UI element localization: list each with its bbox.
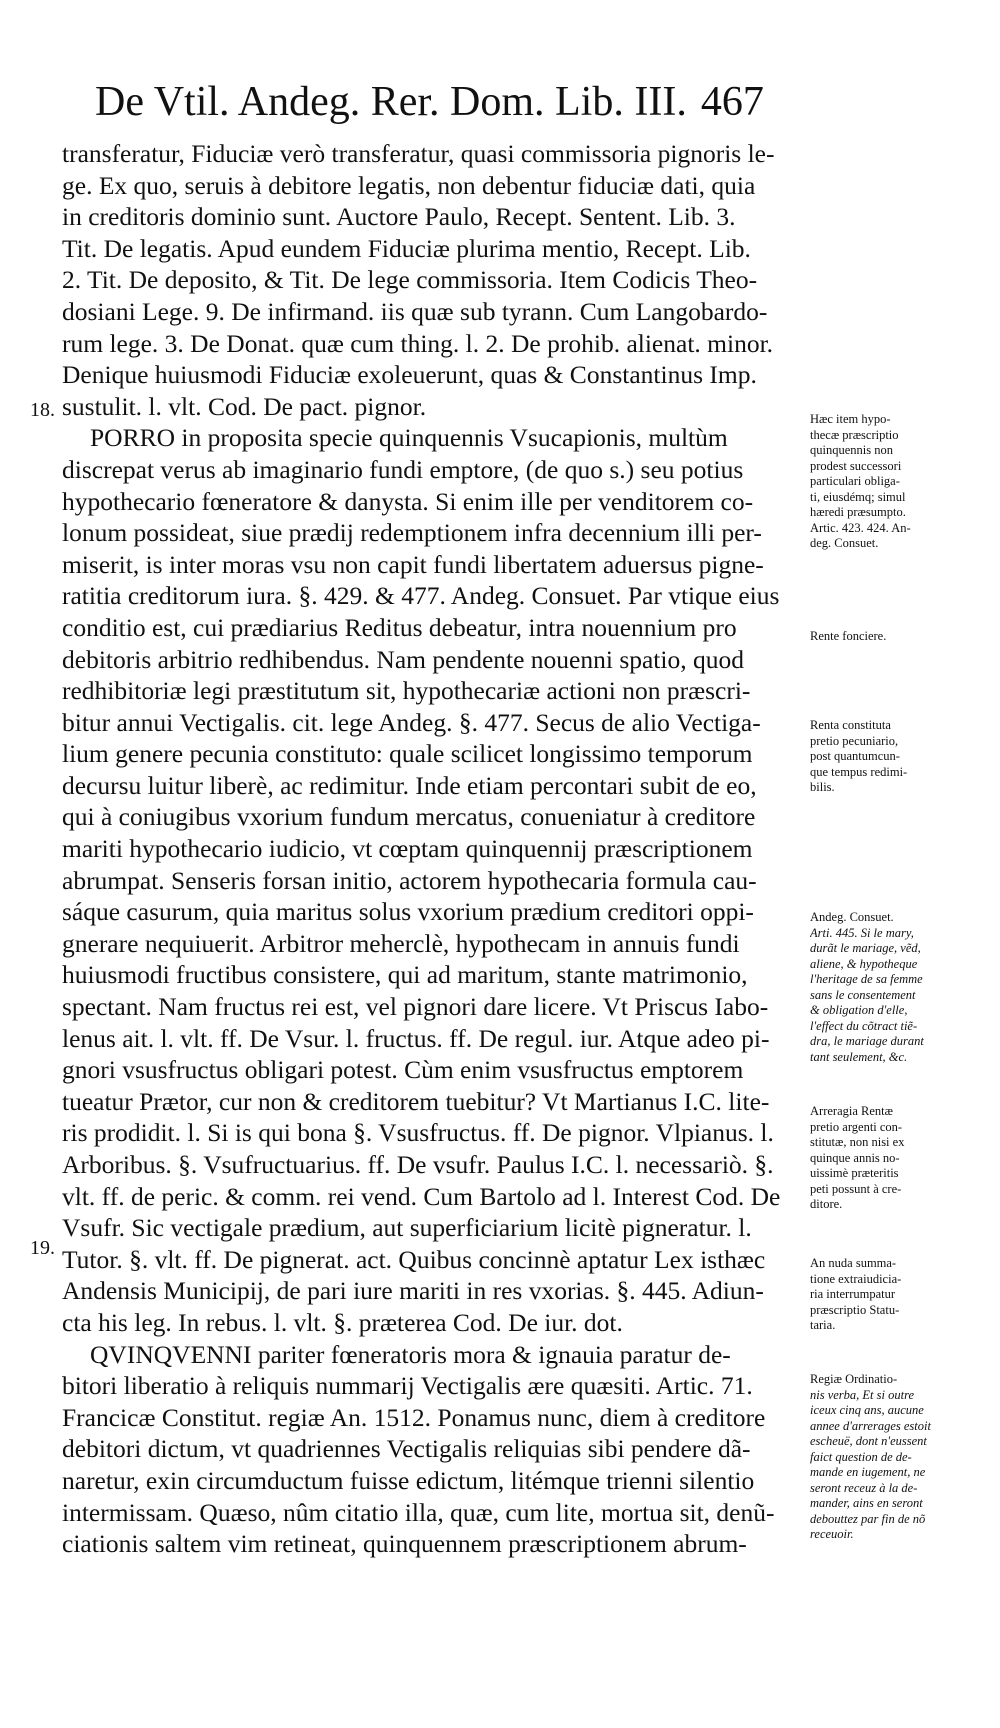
margin-note-line: l'heritage de sa femme [810, 972, 923, 986]
margin-note-line: & obligation d'elle, [810, 1003, 908, 1017]
margin-note-line: pretio pecuniario, [810, 733, 899, 748]
margin-note-line: que tempus redimi- [810, 764, 908, 779]
text-line: transferatur, Fiduciæ verò transferatur, quasi commissoria pignoris le- [62, 139, 775, 168]
margin-note-line: dra, le mariage durant [810, 1034, 924, 1048]
text-line: dosiani Lege. 9. De infirmand. iis quæ sub tyrann. Cum Langobardo- [62, 296, 768, 326]
text-line: Arboribus. §. Vsufructuarius. ff. De vsufr. Paulus I.C. l. necessariò. §. [62, 1150, 774, 1179]
text-line: ris prodidit. l. Si is qui bona §. Vsusfructus. ff. De pignor. Vlpianus. l. [62, 1118, 774, 1148]
margin-note-line: ditore. [810, 1197, 843, 1211]
text-line: Tutor. §. vlt. ff. De pignerat. act. Quibus concinnè aptatur Lex isthæc [62, 1244, 766, 1274]
text-line: lonum possideat, siue prædij redemptionem infra decennium illi per- [62, 518, 762, 548]
margin-note-line: Arti. 445. Si le mary, [810, 925, 914, 940]
margin-note-line: An nuda summa- [810, 1256, 897, 1270]
margin-note-line: Renta constituta [810, 718, 891, 732]
text-line: mariti hypothecario iudicio, vt cœptam quinquennij præscriptionem [62, 834, 753, 864]
header-title: De Vtil. Andeg. Rer. Dom. Lib. III. [95, 79, 687, 125]
text-line: spectant. Nam fructus rei est, vel pignori dare licere. Vt Priscus Iabo- [62, 992, 769, 1022]
text-line: miserit, is inter moras vsu non capit fundi libertatem aduersus pigne- [62, 549, 764, 579]
margin-note-line: annee d'arrerages estoit [810, 1418, 931, 1433]
margin-note-line: particulari obliga- [810, 474, 900, 488]
text-line: ratitia creditorum iura. §. 429. & 477. Andeg. Consuet. Par vtique eius [62, 581, 780, 611]
text-line: 2. Tit. De deposito, & Tit. De lege commissoria. Item Codicis Theo- [62, 265, 758, 295]
section-number-19: 19. [30, 1237, 55, 1259]
text-line: Francicæ Constitut. regiæ An. 1512. Ponamus nunc, diem à creditore [62, 1402, 766, 1432]
margin-note-line: mander, ains en seront [810, 1496, 923, 1510]
text-line: discrepat verus ab imaginario fundi emptore, (de quo s.) seu potius [62, 454, 744, 484]
main-text [62, 138, 802, 1560]
margin-note-line: thecæ præscriptio [810, 427, 899, 442]
text-line: conditio est, cui prædiarius Reditus debeatur, intra nouennium pro [62, 612, 737, 642]
text-line: bitur annui Vectigalis. cit. lege Andeg. §. 477. Secus de alio Vectiga- [62, 707, 761, 737]
margin-note-andeg-consuet [810, 910, 990, 1065]
margin-note-line: durãt le mariage, vẽd, [810, 941, 921, 955]
running-header [95, 78, 815, 126]
margin-note-line: sans le consentement [810, 987, 916, 1002]
text-line: sáque casurum, quia maritus solus vxorium prædium creditori oppi- [62, 897, 754, 927]
margin-note-line: Andeg. Consuet. [810, 910, 894, 924]
margin-note-line: faict question de de- [810, 1449, 912, 1464]
margin-note-line: seront receuz à la de- [810, 1480, 918, 1495]
paragraph-start-line: QVINQVENNI pariter fœneratoris mora & ignauia paratur de- [90, 1339, 731, 1369]
text-line: Andensis Municipij, de pari iure mariti in res vxorias. §. 445. Adiun- [62, 1276, 764, 1306]
margin-note-line: Arreragia Rentæ [810, 1104, 893, 1118]
text-line: intermissam. Quæso, nûm citatio illa, quæ, cum lite, mortua sit, denũ- [62, 1497, 775, 1527]
margin-note-line: Regiæ Ordinatio- [810, 1372, 898, 1386]
text-line: ge. Ex quo, seruis à debitore legatis, non debentur fiduciæ dati, quia [62, 170, 756, 200]
text-line: naretur, exin circumductum fuisse edictum, litémque trienni silentio [62, 1465, 755, 1495]
text-line: sustulit. l. vlt. Cod. De pact. pignor. [62, 391, 427, 421]
margin-note-line: Artic. 423. 424. An- [810, 520, 911, 535]
margin-note-line: tant seulement, &c. [810, 1049, 908, 1064]
text-line: qui à coniugibus vxorium fundum mercatus, conueniatur à creditore [62, 802, 756, 832]
margin-note-line: l'effect du cõtract tiẽ- [810, 1018, 918, 1033]
margin-note-regiae-ordinationis [810, 1372, 990, 1543]
margin-note-line: Hæc item hypo- [810, 412, 891, 426]
margin-note-line: Rente fonciere. [810, 629, 887, 643]
margin-note-hypothecae [810, 412, 990, 552]
text-line: hypothecario fœneratore & danysta. Si enim ille per venditorem co- [62, 486, 754, 516]
margin-note-line: quinque annis no- [810, 1150, 900, 1165]
text-line: lenus ait. l. vlt. ff. De Vsur. l. fructus. ff. De regul. iur. Atque adeo pi- [62, 1023, 770, 1053]
margin-note-line: mande en iugement, ne [810, 1465, 926, 1479]
text-line: Denique huiusmodi Fiduciæ exoleuerunt, quas & Constantinus Imp. [62, 360, 757, 390]
margin-note-line: receuoir. [810, 1527, 854, 1541]
margin-note-line: quinquennis non [810, 443, 893, 457]
text-line: tueatur Prætor, cur non & creditorem tuebitur? Vt Martianus I.C. lite- [62, 1086, 770, 1116]
margin-note-line: deg. Consuet. [810, 536, 879, 550]
margin-note-line: prodest successori [810, 458, 902, 473]
text-line: rum lege. 3. De Donat. quæ cum thing. l. 2. De prohib. alienat. minor. [62, 328, 774, 358]
margin-note-nuda-summatione [810, 1256, 990, 1334]
text-line: Tit. De legatis. Apud eundem Fiduciæ plurima mentio, Recept. Lib. [62, 233, 751, 263]
margin-note-arreragia [810, 1104, 990, 1213]
paragraph-start-line: PORRO in proposita specie quinquennis Vsucapionis, multùm [90, 423, 728, 453]
margin-note-line: uissimè præteritis [810, 1166, 899, 1180]
text-line: Vsufr. Sic vectigale prædium, aut superficiarium licitè pigneratur. l. [62, 1213, 752, 1243]
text-line: vlt. ff. de peric. & comm. rei vend. Cum Bartolo ad l. Interest Cod. De [62, 1181, 781, 1211]
margin-note-line: ti, eiusdémq; simul [810, 489, 906, 504]
margin-note-line: peti possunt à cre- [810, 1181, 902, 1196]
text-line: debitori dictum, vt quadriennes Vectigalis reliquias sibi pendere dã- [62, 1434, 751, 1464]
margin-note-line: bilis. [810, 780, 835, 794]
text-line: in creditoris dominio sunt. Auctore Paulo, Recept. Sentent. Lib. 3. [62, 202, 736, 232]
text-line: debitoris arbitrio redhibendus. Nam pendente nouenni spatio, quod [62, 644, 744, 674]
margin-note-line: post quantumcun- [810, 749, 900, 763]
section-number-18: 18. [30, 399, 55, 421]
margin-note-line: aliene, & hypotheque [810, 956, 918, 971]
text-line: cta his leg. In rebus. l. vlt. §. præterea Cod. De iur. dot. [62, 1307, 623, 1337]
margin-note-line: tione extraiudicia- [810, 1271, 902, 1286]
text-line: lium genere pecunia constituto: quale scilicet longissimo temporum [62, 739, 753, 769]
margin-note-line: debouttez par fin de nõ [810, 1511, 926, 1526]
text-line: huiusmodi fructibus consistere, qui ad maritum, stante matrimonio, [62, 960, 748, 990]
margin-note-line: hæredi præsumpto. [810, 505, 906, 519]
margin-note-line: stitutæ, non nisi ex [810, 1135, 905, 1149]
text-line: abrumpat. Senseris forsan initio, actorem hypothecaria formula cau- [62, 865, 757, 895]
text-line: gnori vsusfructus obligari potest. Cùm enim vsusfructus emptorem [62, 1055, 744, 1085]
margin-note-line: præscriptio Statu- [810, 1302, 900, 1317]
margin-note-line: escheuë, dont n'eussent [810, 1434, 927, 1448]
margin-note-line: taria. [810, 1318, 836, 1332]
text-line: ciationis saltem vim retineat, quinquennem præscriptionem abrum- [62, 1529, 747, 1559]
text-line: decursu luitur liberè, ac redimitur. Inde etiam percontari subit de eo, [62, 770, 757, 800]
text-line: redhibitoriæ legi præstitutum sit, hypothecariæ actioni non præscri- [62, 676, 751, 706]
text-line: gnerare nequiuerit. Arbitror meherclè, hypothecam in annuis fundi [62, 928, 740, 958]
margin-note-line: iceux cinq ans, aucune [810, 1403, 924, 1417]
margin-note-line: nis verba, Et si outre [810, 1387, 915, 1402]
margin-note-renta-constituta [810, 718, 990, 796]
margin-note-rente-fonciere [810, 629, 990, 645]
margin-note-line: pretio argenti con- [810, 1119, 903, 1134]
text-line: bitori liberatio à reliquis nummarij Vectigalis ære quæsiti. Artic. 71. [62, 1371, 753, 1401]
margin-note-line: ria interrumpatur [810, 1287, 896, 1301]
page-number: 467 [700, 79, 764, 125]
